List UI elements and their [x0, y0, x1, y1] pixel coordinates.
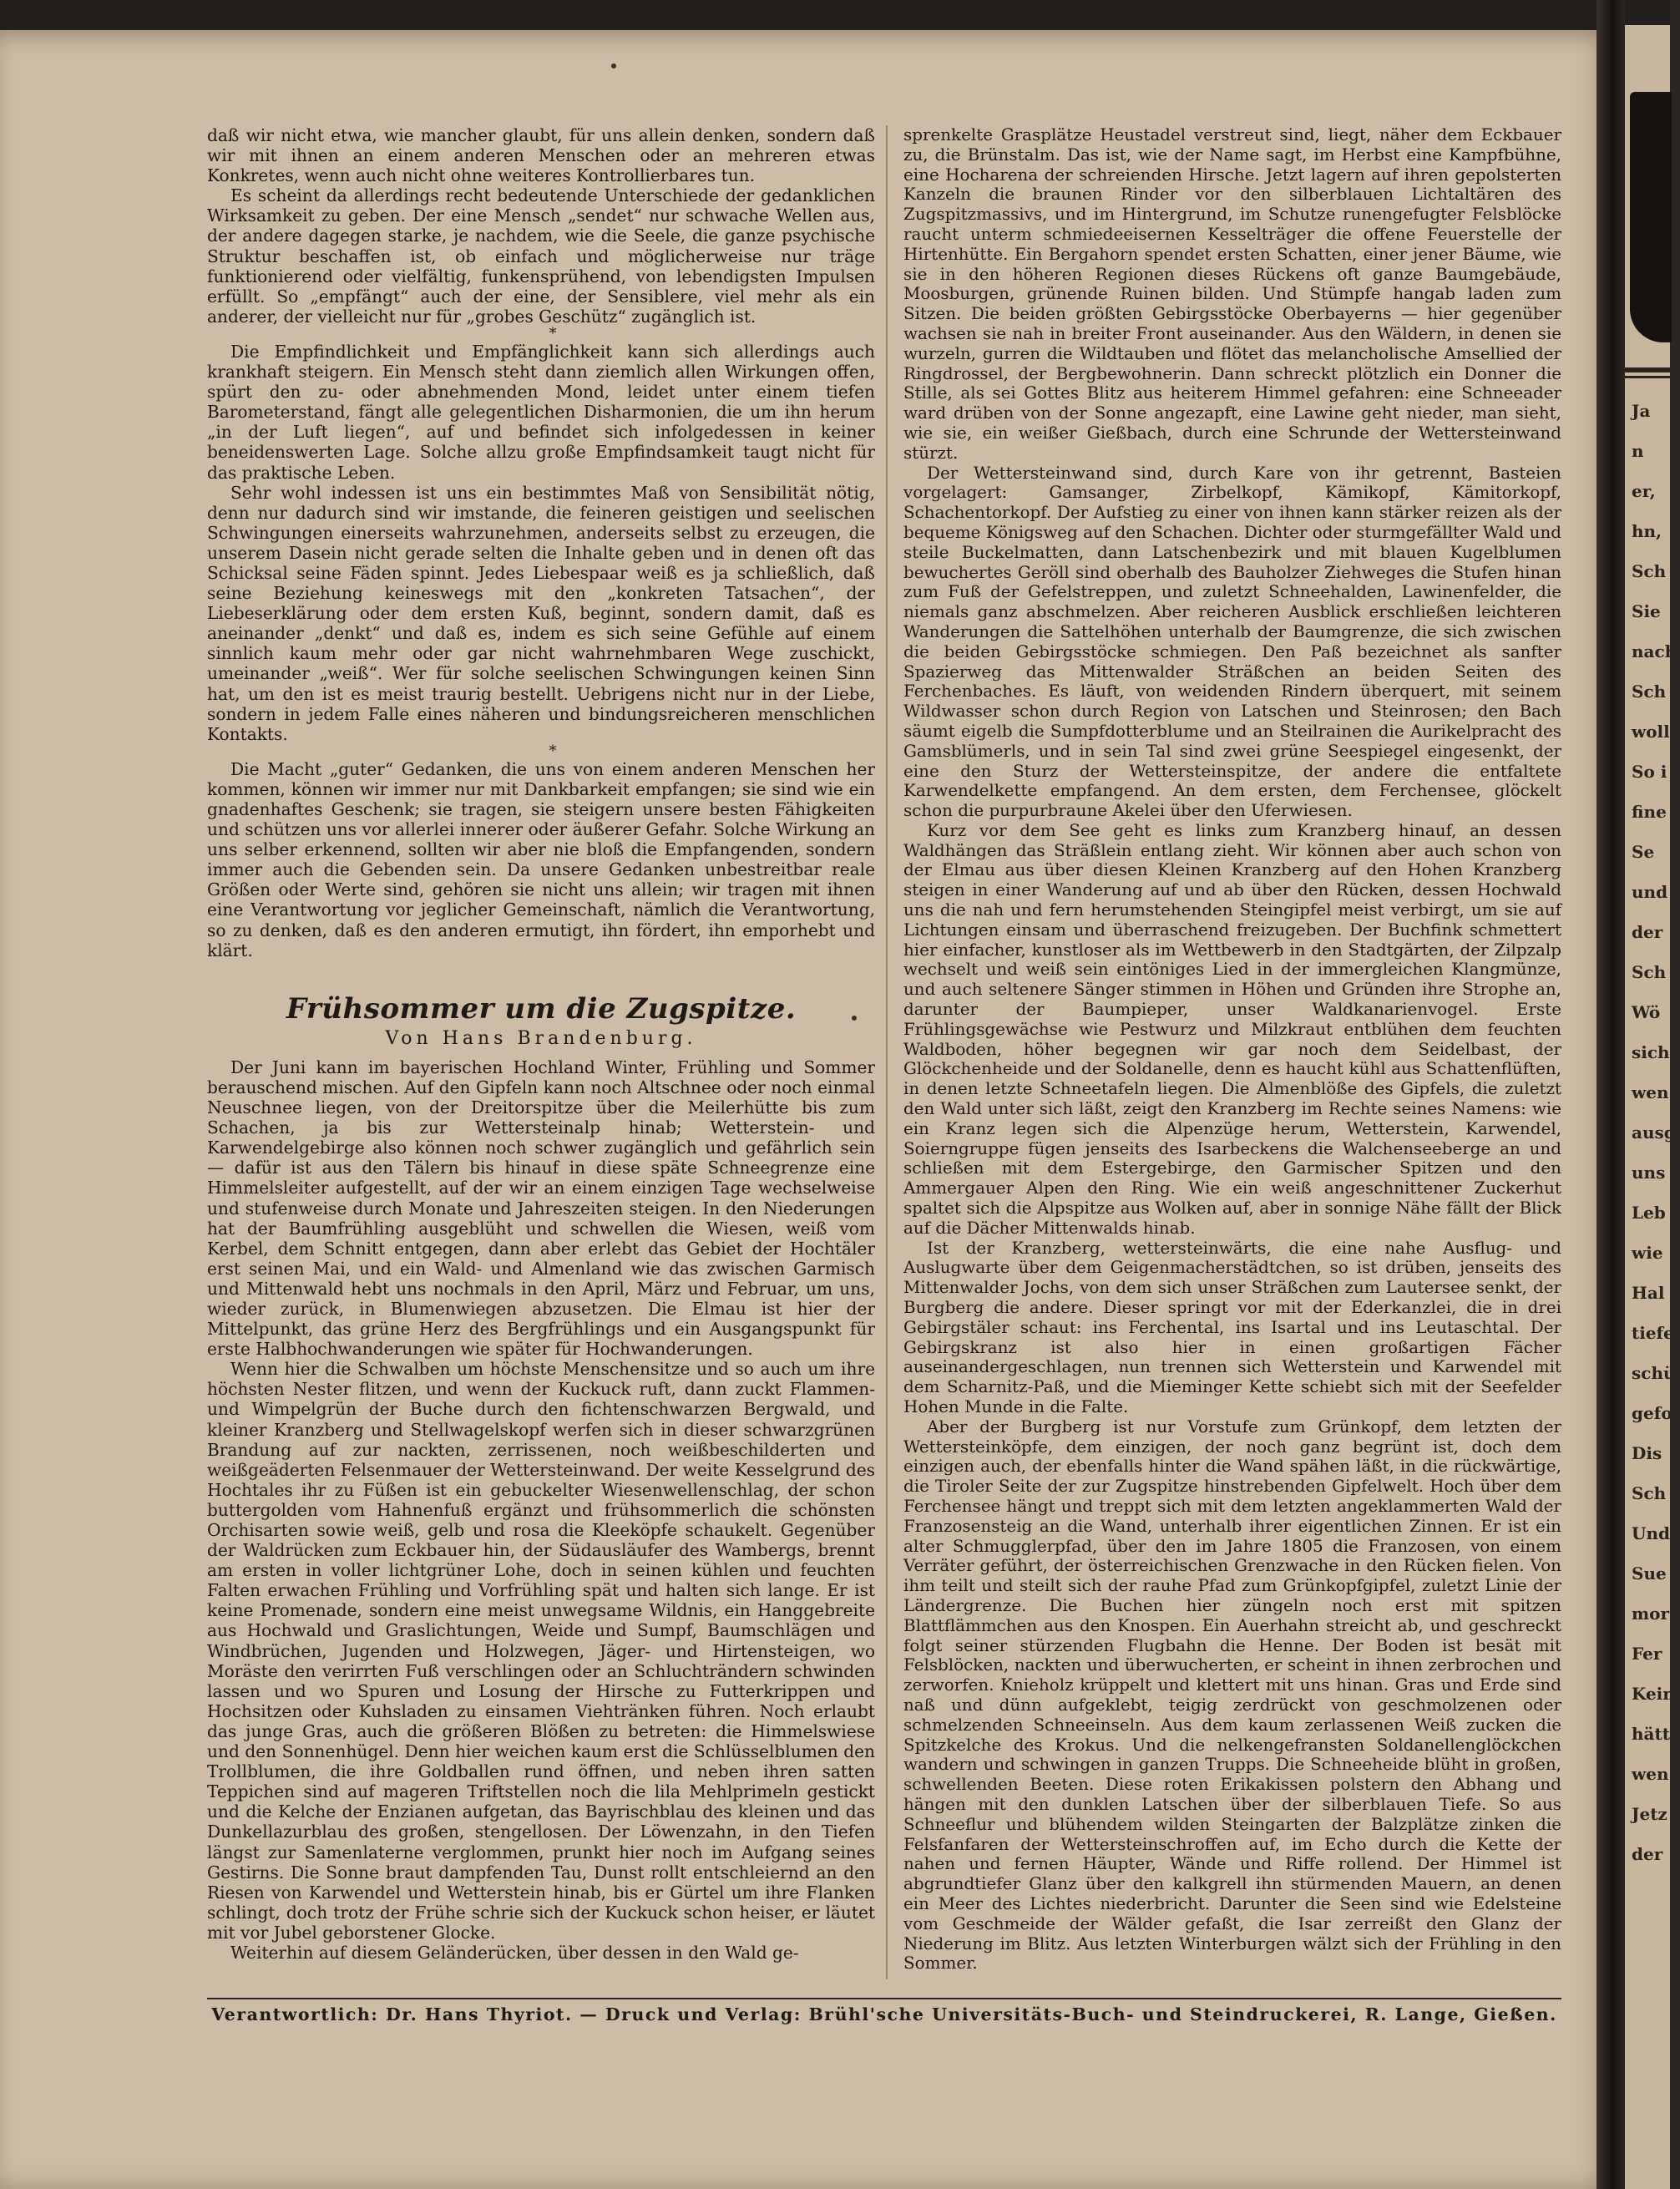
- adjacent-page-fragment: wolle: [1632, 722, 1680, 742]
- paragraph: Weiterhin auf diesem Geländerücken, über dessen in den Wald ge-: [230, 1942, 799, 1963]
- adjacent-page-fragment: hätt: [1632, 1724, 1670, 1744]
- adjacent-page-fragment: ausg: [1632, 1122, 1676, 1143]
- paragraph: Der Juni kann im bayerischen Hochland Winter, Frühling und Sommer berauschend mischen. Auf den Gipfeln kann noch Altschnee oder noch einmal Neuschnee liegen, von der Dreitorspitze über die Meilerhütte bis zum Schachen, ja bis zur Wettersteinalp hinab; Wetterstein- und Karwendelgebirge also können noch schwer zugänglich und gefährlich sein — dafür ist aus den Tälern bis hinauf in diese späte Schneegrenze eine Himmelsleiter aufgestellt, auf der wir an einem einzigen Tage wechselweise und stufenweise durch Monate und Jahreszeiten steigen. In den Niederungen hat der Baumfrühling ausgeblüht und schwellen die Wiesen, weiß vom Kerbel, dem Schnitt entgegen, dann aber erlebt das Gebiet der Hochtäler erst seinen Mai, und ein Wald- und Almenland wie das zwischen Garmisch und Mittenwald hebt uns nochmals in den April, März und Februar, um uns, wieder zurück, in Blumenwiegen abzusetzen. Die Elmau ist hier der Mittelpunkt, das grüne Herz des Bergfrühlings und ein Ausgangspunkt für erste Halbhochwanderungen wie später für Hochwanderungen.: [207, 1056, 875, 1360]
- adjacent-page-dark-block: [1630, 92, 1672, 342]
- adjacent-page-fragment: Se: [1632, 842, 1655, 862]
- adjacent-page-fragment: der: [1632, 1844, 1663, 1864]
- paragraph: Sehr wohl indessen ist uns ein bestimmtes Maß von Sensibilität nötig, denn nur dadurch sind wir imstande, die feineren geistigen und seelischen Schwingungen einerseits wahrzunehmen, anderseits selbst zu erzeugen, die unserem Dasein nicht gerade selten die Inhalte geben und in denen oft das Schicksal seine Fäden spinnt. Jedes Liebespaar weiß es ja schließlich, daß seine Beziehung keineswegs mit den „konkreten Tatsachen“, der Liebeserklärung oder dem ersten Kuß, beginnt, sondern damit, daß es aneinander „denkt“ und daß es, indem es sich seine Gefühle auf einem sinnlich kaum mehr oder gar nicht wahrnehmbaren Wege zuschickt, umeinander „weiß“. Wer für solche seelischen Schwingungen keinen Sinn hat, um den ist es meist traurig bestellt. Uebrigens nicht nur in der Liebe, sondern in jedem Falle eines näheren und bindungsreicheren menschlichen Kontakts.: [207, 482, 875, 744]
- adjacent-page-fragment: Sue: [1632, 1563, 1667, 1583]
- adjacent-page-fragment: Dis: [1632, 1443, 1662, 1463]
- paragraph: Die Empfindlichkeit und Empfänglichkeit kann sich allerdings auch krankhaft steigern. Ein Mensch steht dann ziemlich allen Wirkungen offen, spürt den zu- oder abnehmenden Mond, leidet unter einem tiefen Barometerstand, fängt alle gelegentlichen Disharmonien, die um ihn herum „in der Luft liegen“, auf und befindet sich infolgedessen in keiner beneidenswerten Lage. Solche allzu große Empfindsamkeit taugt nicht für das praktische Leben.: [207, 341, 875, 483]
- adjacent-page-fragment: mor: [1632, 1604, 1670, 1624]
- print-speck: [611, 63, 616, 68]
- adjacent-page-fragment: Hal: [1632, 1283, 1665, 1303]
- adjacent-page-fragment: Sch: [1632, 561, 1667, 581]
- adjacent-page-fragment: er,: [1632, 481, 1656, 501]
- adjacent-page-fragment: wie: [1632, 1243, 1663, 1263]
- adjacent-page-fragment: und: [1632, 882, 1668, 902]
- right-column: [903, 125, 1561, 1974]
- adjacent-page-fragment: tiefe: [1632, 1323, 1674, 1343]
- adjacent-page-rule: [1625, 367, 1670, 372]
- paragraph: daß wir nicht etwa, wie mancher glaubt, für uns allein denken, sondern daß wir mit ihnen an einem anderen Menschen oder an mehreren etwas Konkretes, wenn auch nicht ohne weiteres Kontrollierbares tun.: [207, 125, 875, 186]
- book-gutter: [1597, 0, 1625, 2189]
- adjacent-page-fragment: Wö: [1632, 1002, 1661, 1022]
- article-title: Frühsommer um die Zugspitze.: [286, 991, 797, 1026]
- left-column: [207, 125, 875, 1963]
- adjacent-page-fragment: Fer: [1632, 1644, 1662, 1664]
- paragraph: sprenkelte Grasplätze Heustadel verstreut sind, liegt, näher dem Eckbauer zu, die Brünstalm. Das ist, wie der Name sagt, im Herbst eine Kampfbühne, eine Hocharena der schreienden Hirsche. Jetzt lagern auf ihren gepolsterten Kanzeln die braunen Rinder vor den silberblauen Lichtaltären des Zugspitzmassivs, und im Hintergrund, im Schutze runengefugter Felsblöcke raucht unterm schmiedeeisernen Kesselträger die offene Feuerstelle der Hirtenhütte. Ein Bergahorn spendet ersten Schatten, einer jener Bäume, wie sie in den höheren Regionen dieses Rückens oft ganze Baumgebäude, Moosburgen, grünende Ruinen bilden. Und Stümpfe hangab laden zum Sitzen. Die beiden größten Gebirgsstöcke Oberbayerns — hier gegenüber wachsen sie nah in breiter Front auseinander. Aus den Wäldern, in denen sie wurzeln, gurren die Wildtauben und flötet das melancholische Amsellied der Ringdrossel, der Bergbewohnerin. Dann schreckt plötzlich ein Donner die Stille, als sei Gottes Blitz aus heiterem Himmel gefahren: eine Schneeader ward drüben von der Sonne angezapft, eine Lawine geht nieder, man sieht, wie sie, ein weißer Gießbach, durch eine Schrunde der Wettersteinwand stürzt.: [903, 125, 1561, 463]
- adjacent-page-fragment: hn,: [1632, 521, 1662, 541]
- adjacent-page-fragment: uns: [1632, 1163, 1666, 1183]
- paragraph: Ist der Kranzberg, wettersteinwärts, die eine nahe Ausflug- und Auslugwarte über dem Geigenmacherstädtchen, so ist drüben, jenseits des Mittenwalder Jochs, von dem sich unser Sträßchen zum Lautersee senkt, der Burgberg die andere. Dieser springt vor mit der Ederkanzlei, die in drei Gebirgstäler schaut: ins Ferchental, ins Isartal und ins Leutaschtal. Der Gebirgskranz ist also hier in einen großartigen Fächer auseinandergeschlagen, nun trennen sich Wetterstein und Karwendel mit dem Scharnitz-Paß, und die Mieminger Kette schiebt sich mit der Seefelder Hohen Munde in die Falte.: [903, 1238, 1561, 1416]
- paragraph: Es scheint da allerdings recht bedeutende Unterschiede der gedanklichen Wirksamkeit zu geben. Der eine Mensch „sendet“ nur schwache Wellen aus, der andere dagegen starke, je nachdem, wie die Seele, die ganze psychische Struktur beschaffen ist, ob einfach und möglicherweise nur träge funktionierend oder vielfältig, funkensprühend, von lebendigsten Impulsen erfüllt. So „empfängt“ auch der eine, der Sensiblere, viel mehr als ein anderer, der vielleicht nur für „grobes Geschütz“ zugänglich ist.: [207, 185, 875, 327]
- adjacent-page-fragment: n: [1632, 441, 1644, 461]
- article-byline: Von Hans Brandenburg.: [385, 1027, 697, 1049]
- imprint-footer: Verantwortlich: Dr. Hans Thyriot. — Druck und Verlag: Brühl'sche Universitäts-Buch- und Steindruckerei, R. Lange, Gießen.: [211, 2004, 1557, 2024]
- adjacent-page-fragment: Und: [1632, 1523, 1670, 1543]
- adjacent-page-fragment: Sch: [1632, 682, 1667, 702]
- paragraph: Wenn hier die Schwalben um höchste Menschensitze und so auch um ihre höchsten Nester flitzen, und wenn der Kuckuck ruft, dann zuckt Flammen- und Wimpelgrün der Buche durch den fichtenschwarzen Bergwald, und kleiner Kranzberg und Stellwagelskopf werfen sich in dieser schwarzgrünen Brandung auf zur nackten, zerrissenen, noch weißbeschilderten und weißgeäderten Felsenmauer der Wettersteinwand. Der weite Kesselgrund des Hochtales ihr zu Füßen ist ein gebuckelter Wiesenwellenschlag, der schon buttergolden vom Hahnenfuß ergänzt und frühsommerlich die schönsten Orchisarten sowie weiß, gelb und rosa die Kleeköpfe schaukelt. Gegenüber der Waldrücken zum Eckbauer hin, der Südausläufer des Wambergs, brennt am ersten in voller lichtgrüner Lohe, doch in seinen kühlen und feuchten Falten erwachen Frühling und Vorfrühling spät und halten sich lange. Er ist keine Promenade, sondern eine meist unwegsame Wildnis, ein Hanggebreite aus Hochwald und Graslichtungen, Weide und Sumpf, Baumschlägen und Windbrüchen, Jugenden und Holzwegen, Jäger- und Hirtensteigen, wo Moräste den verirrten Fuß verschlingen oder an Schluchträndern schwinden lassen und wo Spuren und Losung der Hirsche zu Futterkrippen und Hochsitzen oder Kuhsladen zu einsamen Viehtränken führen. Noch erlaubt das junge Gras, auch die größeren Blößen zu betreten: die Himmelswiese und den Sonnenhügel. Denn hier weichen kaum erst die Schlüsselblumen den Trollblumen, die ihre Goldballen rund öffnen, und neben ihren satten Teppichen sind auf mageren Triftstellen noch die lila Mehlprimeln gestickt und die Kelche der Enzianen aufgetan, das Bayrischblau des kleinen und das Dunkellazurblau des großen, stengellosen. Der Löwenzahn, in den Tiefen längst zur Samenlaterne verglommen, prunkt hier noch im Aufgang seines Gestirns. Die Sonne braut dampfenden Tau, Dunst rollt entschleiernd an den Riesen von Karwendel und Wetterstein hinab, bis er Gürtel um ihre Flanken schlingt, doch trotz der Frühe schrie sich der Kuckuck schon heiser, er läutet mit vor Jubel geborstener Glocke.: [207, 1359, 875, 1943]
- adjacent-page-fragment: So i: [1632, 762, 1667, 782]
- footer-rule: [207, 1998, 1561, 1999]
- paragraph: Aber der Burgberg ist nur Vorstufe zum Grünkopf, dem letzten der Wettersteinköpfe, dem einzigen, der noch ganz begrünt ist, doch dem einzigen auch, der ebenfalls hinter die Wand spähen läßt, in die rückwärtige, die Tiroler Seite der zur Zugspitze hinstrebenden Gipfelwelt. Hoch über dem Ferchensee hängt und treppt sich mit dem letzten angeklammerten Wald der Franzosensteig an die Wand, unterhalb ihrer eigentlichen Zinnen. Er ist ein alter Schmugglerpfad, über den im Jahre 1805 die Franzosen, von einem Verräter geführt, der österreichischen Grenzwache in den Rücken fielen. Von ihm teilt und steilt sich der rauhe Pfad zum Grünkopfgipfel, zuletzt Linie der Ländergrenze. Die Buchen hier züngeln noch erst mit spitzen Blattflämmchen aus den Knospen. Ein Auerhahn streicht ab, und geschreckt folgt seiner stürzenden Flugbahn die Henne. Der Boden ist besät mit Felsblöcken, nackten und überwucherten, er scheint in ihnen zerbrochen und zerworfen. Knieholz krüppelt und klettert mit uns hinan. Gras und Erde sind naß und dünn aufgeklebt, teigig zerdrückt von geschmolzenen oder schmelzenden Schneeinseln. Aus dem kaum zerlassenen Weiß zucken die Spitzkelche des Krokus. Und die nelkengefransten Soldanellenglöckchen wandern und schwingen in ganzen Trupps. Die Schneeheide blüht in großen, schwellenden Beeten. Diese roten Erikakissen polstern den Abhang und hängen mit den dunklen Latschen über der silberblauen Tiefe. So aus Schneeflur und blühendem wilden Steingarten der Balzplätze zinken die Felsfanfaren der Wettersteinschroffen auf, im Echo durch die Kette der nahen und fernen Häupter, Wände und Riffe rollend. Der Himmel ist abgrundtiefer Glanz über den kalkgrell ihn stürmenden Mauern, an denen ein Meer des Lichtes niederbricht. Darunter die Seen sind wie Edelsteine vom Geschmeide der Wälder gefaßt, die Isar zerreißt den Glanz der Niederung im Blitz. Aus letzten Winterburgen wälzt sich der Frühling in den Sommer.: [903, 1416, 1561, 1974]
- section-separator: *: [549, 324, 557, 342]
- adjacent-page-rule: [1625, 376, 1670, 378]
- adjacent-page-fragment: der: [1632, 922, 1663, 942]
- paragraph: Die Macht „guter“ Gedanken, die uns von einem anderen Menschen her kommen, können wir immer nur mit Dankbarkeit empfangen; sie sind wie ein gnadenhaftes Geschenk; sie tragen, sie steigern unsere besten Fähigkeiten und schützen uns vor allerlei innerer oder äußerer Gefahr. Solche Wirkung an uns selber erkennend, sollten wir aber nie bloß die Empfangenden, sondern immer auch die Gebenden sein. Da unsere Gedanken unbestreitbar reale Größen oder Werte sind, gehören sie nicht uns allein; wir tragen mit ihnen eine Verantwortung vor jeglicher Gemeinschaft, nämlich die Verantwortung, so zu denken, daß es den anderen ermutigt, ihn fördert, ihn emporhebt und klärt.: [207, 758, 875, 960]
- adjacent-page-fragment: Sch: [1632, 1483, 1667, 1503]
- adjacent-page-edge: [1625, 25, 1680, 2189]
- adjacent-page-fragment: fine: [1632, 802, 1667, 822]
- adjacent-page-fragment: wen: [1632, 1764, 1669, 1784]
- adjacent-page-fragment: Jetz: [1632, 1804, 1667, 1824]
- paragraph: Der Wettersteinwand sind, durch Kare von ihr getrennt, Basteien vorgelagert: Gamsanger, Zirbelkopf, Kämikopf, Kämitorkopf, Schachentorkopf. Der Aufstieg zu einer von ihnen kann stärker reizen als der bequeme Königsweg auf den Schachen. Dichter oder sturmgefällter Wald und steile Buckelmatten, dann Latschenbezirk und mit blauen Kugelblumen bewuchertes Geröll sind oberhalb des Bauholzer Ziehweges die Stufen hinan zum Fuß der Gefelstreppen, und zuletzt Schneehalden, Lawinenfelder, die niemals ganz abschmelzen. Aber reicheren Ausblick erschließen leichteren Wanderungen die Sattelhöhen unterhalb der Baumgrenze, die sich zwischen die beiden Gebirgsstöcke schmiegen. Den Paß bezeichnet als sanfter Spazierweg das Mittenwalder Sträßchen an beiden Seiten des Ferchenbaches. Es läuft, von weidenden Rindern überquert, mit seinem Wildwasser schon durch Region von Latschen und Steinrosen; den Bach säumt eigelb die Sumpfdotterblume und an Steilrainen die Aurikelpracht des Gamsblümerls, und in sein Tal sind zwei grüne Seespiegel eingesenkt, der eine den Sturz der Wettersteinspitze, der andere die entfaltete Karwendelkette empfangend. An dem ersten, dem Ferchensee, glöckelt schon die purpurbraune Akelei über den Uferwiesen.: [903, 463, 1561, 821]
- adjacent-page-fragment: Leb: [1632, 1203, 1666, 1223]
- column-divider: [886, 125, 888, 1979]
- adjacent-page-fragment: Sch: [1632, 962, 1667, 982]
- adjacent-page-fragment: Sie: [1632, 601, 1661, 621]
- adjacent-page-fragment: schü: [1632, 1363, 1676, 1383]
- paragraph: Kurz vor dem See geht es links zum Kranzberg hinauf, an dessen Waldhängen das Sträßlein entlang zieht. Wir können aber auch schon von der Elmau aus über diesen Kleinen Kranzberg auf den Hohen Kranzberg steigen in einer Wanderung auf und ab über den Rücken, dessen Hochwald uns die nah und fern herumstehenden Steingipfel meist verbirgt, um sie auf Lichtungen einsam und überraschend freizugeben. Der Buchfink schmettert hier einfacher, kunstloser als im Wettbewerb in den Stadtgärten, der Zilpzalp wechselt und weiß sein eintöniges Lied in der immergleichen Klangmünze, und auch seltenere Sänger stimmen in Höhen und Gründen ihre Strophe an, darunter der Baumpieper, unser Waldkanarienvogel. Erste Frühlingsgewächse wie Pestwurz und Milzkraut entblühen dem feuchten Waldboden, höher begegnen wir gar noch dem Seidelbast, der Glöckchenheide und der Soldanelle, denn es haucht kühl aus Schattenflüften, in denen letzte Schneetafeln liegen. Die Almenblöße des Gipfels, die zuletzt den Wald unter sich läßt, zeigt den Kranzberg im Rechte seines Namens: wie ein Kranz legen sich die Alpenzüge herum, Wetterstein, Karwendel, Soierngruppe fügen jenseits des Isarbeckens die Walchenseeberge an und schließen mit dem Estergebirge, den Garmischer Spitzen und den Ammergauer Alpen den Ring. Wie ein weiß angeschnittener Zuckerhut spaltet sich die Alpspitze aus Wolken auf, aber in sonnige Nähe fällt der Blick auf die Dächer Mittenwalds hinab.: [903, 820, 1561, 1238]
- adjacent-page-fragment: wen: [1632, 1082, 1669, 1102]
- section-separator: *: [549, 742, 557, 760]
- adjacent-page-fragment: nach: [1632, 641, 1677, 661]
- adjacent-page-fragment: Ja: [1632, 401, 1651, 421]
- adjacent-page-fragment: gefo: [1632, 1403, 1672, 1423]
- adjacent-page-fragment: Kein: [1632, 1684, 1675, 1704]
- adjacent-page-fragment: sich: [1632, 1042, 1670, 1062]
